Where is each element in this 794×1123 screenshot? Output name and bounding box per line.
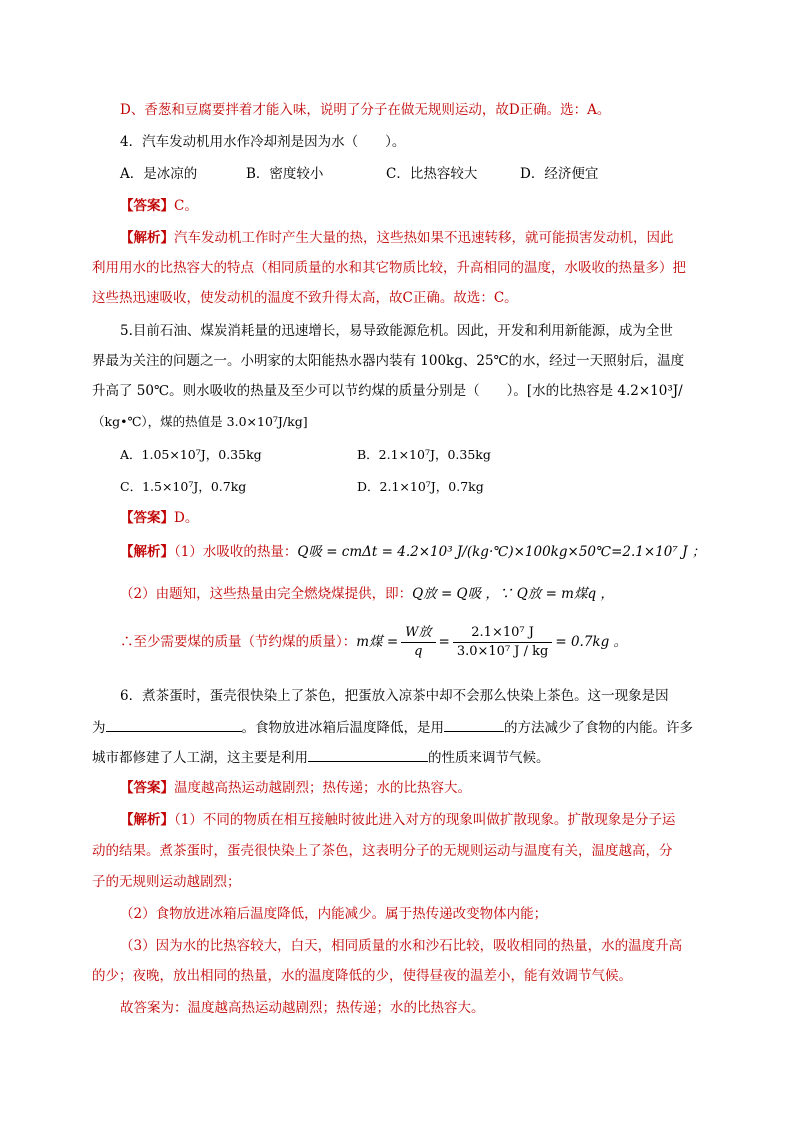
q6-analysis-line-1: 【解析】（1）不同的物质在相互接触时彼此进入对方的现象叫做扩散现象。扩散现象是分子运 bbox=[120, 812, 676, 828]
q5-stem-line-4: （kg•℃），煤的热值是 3.0×10⁷J/kg] bbox=[92, 414, 308, 429]
q5-option-b: B．2.1×10⁷J，0.35kg bbox=[357, 447, 491, 462]
q4-option-a: A．是冰凉的 bbox=[120, 166, 198, 182]
q6-final-answer: 故答案为：温度越高热运动越剧烈；热传递；水的比热容大。 bbox=[120, 1000, 485, 1016]
q6-analysis-part-3-line-1: （3）因为水的比热容较大，白天，相同质量的水和沙石比较，吸收相同的热量，水的温度升高 bbox=[120, 938, 683, 954]
q5-option-a: A．1.05×10⁷J，0.35kg bbox=[120, 447, 262, 462]
analysis-label: 【解析】 bbox=[120, 544, 174, 560]
q6-analysis-line-3: 子的无规则运动越剧烈； bbox=[92, 874, 241, 890]
q5-stem-line-1: 5.目前石油、煤炭消耗量的迅速增长，易导致能源危机。因此，开发和利用新能源，成为全世 bbox=[120, 323, 673, 339]
q5-stem-line-3: 升高了 50℃。则水吸收的热量及至少可以节约煤的质量分别是（ ）。[水的比热容是 4.2×10³J/ bbox=[92, 383, 683, 399]
q4-analysis-line-1: 【解析】汽车发动机工作时产生大量的热，这些热如果不迅速转移，就可能损害发动机，因此 bbox=[120, 230, 674, 246]
answer-value: C。 bbox=[174, 198, 198, 214]
q6-stem-line-2: 为 。食物放进冰箱后温度降低，是用 的方法减少了食物的内能。许多 bbox=[92, 716, 693, 738]
analysis-label: 【解析】 bbox=[120, 230, 174, 246]
blank-1[interactable] bbox=[106, 716, 242, 732]
q4-option-b: B．密度较小 bbox=[246, 166, 324, 182]
fraction-coal-mass: $\frac{\text{2.1×10⁷ J}}{\text{3.0×10⁷ J / kg}}$ bbox=[453, 624, 553, 661]
q4-option-c: C．比热容较大 bbox=[386, 166, 478, 182]
q5-stem-line-2: 界最为关注的问题之一。小明家的太阳能热水器内装有 100kg、25℃的水，经过一天照射后，温度 bbox=[92, 353, 685, 369]
q5-analysis-step-1: 【解析】（1）水吸收的热量：Q吸 = cmΔt = 4.2×10³ J/(kg·℃)×100kg×50℃=2.1×10⁷ J ； bbox=[120, 544, 706, 560]
answer-label: 【答案】 bbox=[120, 780, 174, 796]
q6-stem-line-3: 城市都修建了人工湖，这主要是利用 的性质来调节气候。 bbox=[92, 746, 550, 768]
answer-value: D。 bbox=[174, 510, 199, 526]
fraction-w-over-q: $\frac{\text{W放}}{q}$ bbox=[401, 624, 435, 661]
q4-stem: 4．汽车发动机用水作冷却剂是因为水（ ）。 bbox=[120, 134, 406, 150]
q3-tail-text: D、香葱和豆腐要拌着才能入味，说明了分子在做无规则运动，故D正确。选：A。 bbox=[120, 102, 611, 118]
blank-3[interactable] bbox=[308, 746, 428, 762]
q4-option-d: D．经济便宜 bbox=[520, 166, 599, 182]
q4-analysis-line-2: 利用用水的比热容大的特点（相同质量的水和其它物质比较，升高相同的温度，水吸收的热量多）把 bbox=[92, 260, 686, 276]
answer-label: 【答案】 bbox=[120, 198, 174, 214]
q5-analysis-step-3: ∴至少需要煤的质量（节约煤的质量）：m煤 = $\frac{\text{W放}}{q}$ = $\frac{\text{2.1×10⁷ J}}{\text{3.0×10⁷ J / kg}}$ = 0.7kg 。 bbox=[120, 625, 628, 659]
q4-analysis-line-3: 这些热迅速吸收，使发动机的温度不致升得太高，故C正确。故选：C。 bbox=[92, 290, 518, 306]
q6-analysis-line-2: 动的结果。煮茶蛋时，蛋壳很快染上了茶色，这表明分子的无规则运动与温度有关，温度越高，分 bbox=[92, 843, 673, 859]
answer-label: 【答案】 bbox=[120, 510, 174, 526]
analysis-label: 【解析】 bbox=[120, 812, 174, 828]
q5-analysis-step-2: （2）由题知，这些热量由完全燃烧煤提供，即：Q放 = Q吸 ，∵ Q放 = m煤q ， bbox=[120, 586, 614, 602]
q5-option-c: C．1.5×10⁷J，0.7kg bbox=[120, 479, 247, 494]
q6-analysis-part-2: （2）食物放进冰箱后温度降低，内能减少。属于热传递改变物体内能； bbox=[120, 906, 548, 922]
q5-option-d: D．2.1×10⁷J，0.7kg bbox=[357, 479, 484, 494]
q6-stem-line-1: 6．煮茶蛋时，蛋壳很快染上了茶色，把蛋放入凉茶中却不会那么快染上茶色。这一现象是因 bbox=[120, 688, 669, 704]
formula-heat-absorbed: Q吸 = cmΔt = 4.2×10³ J/(kg·℃)×100kg×50℃=2.1×10⁷ J ； bbox=[297, 544, 706, 560]
answer-value: 温度越高热运动越剧烈；热传递；水的比热容大。 bbox=[174, 780, 471, 796]
formula-heat-balance: Q放 = Q吸 ，∵ Q放 = m煤q ， bbox=[412, 586, 614, 602]
q6-analysis-part-3-line-2: 的少；夜晚，放出相同的热量，水的温度降低的少，使得昼夜的温差小，能有效调节气候。 bbox=[92, 968, 632, 984]
q5-answer bbox=[120, 508, 198, 528]
q6-answer bbox=[120, 778, 471, 798]
blank-2[interactable] bbox=[444, 716, 504, 732]
q4-answer bbox=[120, 196, 198, 216]
